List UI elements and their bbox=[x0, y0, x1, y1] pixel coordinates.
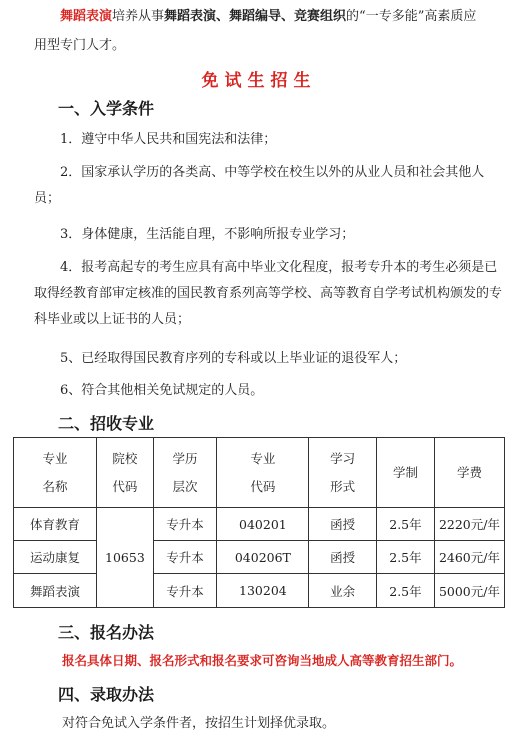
cell-duration: 2.5年 bbox=[376, 541, 434, 574]
header-duration: 学制 bbox=[376, 438, 434, 508]
condition-item-2: 2．国家承认学历的各类高、中等学校在校生以外的从业人员和社会其他人员； bbox=[34, 165, 485, 206]
cell-fee: 2220元/年 bbox=[434, 508, 504, 541]
condition-item-4: 4．报考高起专的考生应具有高中毕业文化程度，报考专升本的考生必须是已取得经教育部审定核准的国民教育系列高等学校、高等教育自学考试机构颁发的专科毕业或以上证书的人员； bbox=[34, 260, 503, 327]
table-header-row bbox=[14, 438, 505, 508]
cell-level: 专升本 bbox=[153, 508, 217, 541]
registration-note: 报名具体日期、报名形式和报名要求可咨询当地成人高等教育招生部门。 bbox=[62, 653, 463, 668]
header-school-code: 院校 代码 bbox=[97, 438, 154, 508]
cell-study-mode: 函授 bbox=[309, 508, 377, 541]
header-study-mode: 学习 形式 bbox=[309, 438, 377, 508]
condition-item-3: 3．身体健康，生活能自理，不影响所报专业学习； bbox=[60, 227, 355, 242]
cell-major-name: 运动康复 bbox=[14, 541, 97, 574]
cell-school-code: 10653 bbox=[97, 508, 154, 608]
header-fee: 学费 bbox=[434, 438, 504, 508]
cell-major-code: 040206T bbox=[217, 541, 309, 574]
header-major-name: 专业 名称 bbox=[14, 438, 97, 508]
cell-duration: 2.5年 bbox=[376, 508, 434, 541]
intro-highlight-major: 舞蹈表演 bbox=[60, 9, 113, 24]
cell-major-name: 舞蹈表演 bbox=[14, 574, 97, 608]
cell-fee: 2460元/年 bbox=[434, 541, 504, 574]
cell-level: 专升本 bbox=[153, 541, 217, 574]
intro-line-2: 用型专门人才。 bbox=[34, 38, 126, 53]
cell-duration: 2.5年 bbox=[376, 574, 434, 608]
page-title: 免试生招生 bbox=[201, 71, 317, 91]
cell-study-mode: 业余 bbox=[309, 574, 377, 608]
cell-major-code: 040201 bbox=[217, 508, 309, 541]
header-major-code: 专业 代码 bbox=[217, 438, 309, 508]
condition-item-6: 6、符合其他相关免试规定的人员。 bbox=[60, 383, 264, 398]
cell-fee: 5000元/年 bbox=[434, 574, 504, 608]
section-heading-enrollment: 四、录取办法 bbox=[58, 685, 155, 704]
table-row bbox=[14, 541, 505, 574]
section-heading-registration: 三、报名办法 bbox=[58, 623, 155, 642]
condition-item-1: 1．遵守中华人民共和国宪法和法律； bbox=[60, 132, 277, 147]
enrollment-text: 对符合免试入学条件者，按招生计划择优录取。 bbox=[62, 716, 336, 731]
table-row bbox=[14, 574, 505, 608]
intro-highlight-fields: 舞蹈表演、舞蹈编导、竞赛组织 bbox=[164, 9, 347, 24]
cell-study-mode: 函授 bbox=[309, 541, 377, 574]
cell-major-name: 体育教育 bbox=[14, 508, 97, 541]
table-row bbox=[14, 508, 505, 541]
section-heading-admission: 一、入学条件 bbox=[58, 99, 155, 118]
majors-table bbox=[13, 437, 505, 608]
intro-paragraph bbox=[34, 4, 504, 30]
condition-item-5: 5、已经取得国民教育序列的专科或以上毕业证的退役军人； bbox=[60, 351, 407, 366]
cell-level: 专升本 bbox=[153, 574, 217, 608]
cell-major-code: 130204 bbox=[217, 574, 309, 608]
section-heading-majors: 二、招收专业 bbox=[58, 414, 155, 433]
header-level: 学历 层次 bbox=[153, 438, 217, 508]
intro-text-end: 的“一专多能”高素质应 bbox=[346, 9, 477, 24]
intro-text: 培养从事 bbox=[112, 9, 165, 24]
